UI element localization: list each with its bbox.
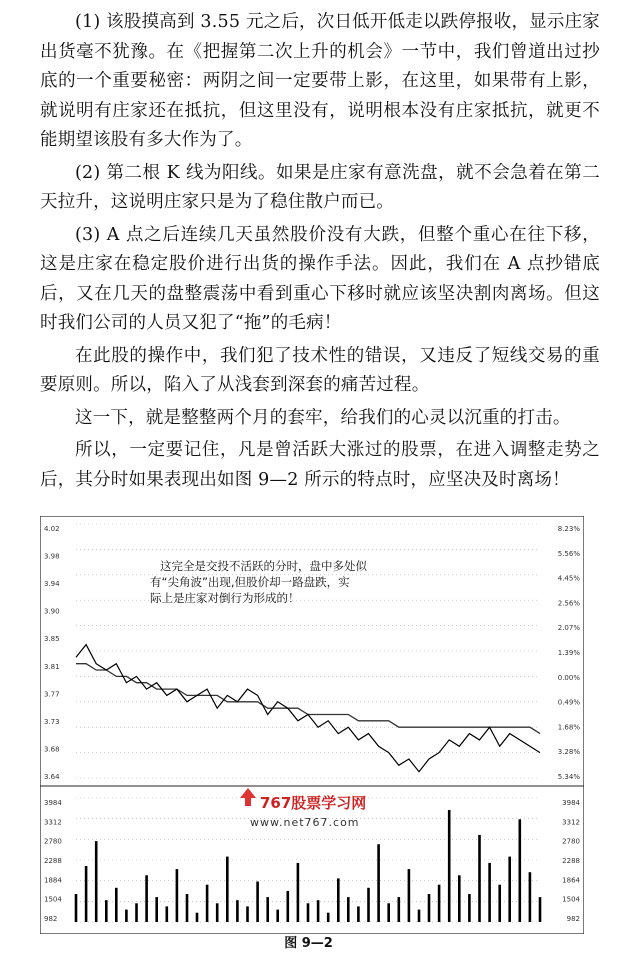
volume-tick-label-right: 1504 (562, 895, 580, 904)
volume-bar (226, 857, 229, 922)
chart-annotation-line-1: 这完全是交投不活跃的分时，盘中多处似 (160, 559, 367, 573)
volume-tick-label-left: 1504 (44, 895, 62, 904)
volume-tick-label-left: 3312 (44, 818, 62, 827)
volume-bar (519, 819, 522, 922)
percent-tick-label: 1.39% (557, 649, 580, 657)
chart-svg (40, 516, 584, 934)
price-tick-label: 3.85 (44, 635, 60, 644)
price-tick-label: 3.77 (44, 690, 60, 699)
volume-bar (166, 906, 169, 922)
volume-bar (135, 903, 138, 922)
volume-bar (337, 878, 340, 922)
price-tick-label: 3.73 (44, 717, 60, 726)
volume-bar (276, 910, 279, 922)
volume-bar (529, 872, 532, 922)
volume-bar (186, 894, 189, 922)
volume-bar (498, 885, 501, 922)
percent-tick-label: 0.49% (557, 698, 580, 707)
chart-annotation-line-2: 有“尖角波”出现,但股价却一路盘跌，实 (150, 575, 350, 589)
volume-bar (367, 888, 370, 922)
chart-annotation-line-3: 际上是庄家对倒行为形成的！ (150, 591, 300, 605)
volume-bar (246, 906, 249, 922)
volume-bar (125, 910, 128, 922)
volume-tick-label-left: 2288 (44, 857, 62, 865)
percent-tick-label: 0.00% (557, 673, 580, 682)
volume-tick-label-right: 982 (566, 915, 580, 923)
volume-bar (357, 906, 360, 922)
percent-tick-label: 5.56% (557, 549, 580, 558)
percent-tick-label: 2.56% (557, 599, 580, 608)
price-tick-label: 3.98 (44, 552, 60, 561)
volume-bar (105, 900, 108, 922)
volume-bar (539, 897, 542, 922)
volume-bar (398, 897, 401, 922)
volume-bar (297, 863, 300, 922)
volume-bar (176, 869, 179, 922)
volume-bar (236, 900, 239, 922)
volume-bar (327, 913, 330, 922)
paragraph-1: (1) 该股摸高到 3.55 元之后，次日低开低走以跌停报收，显示庄家出货毫不犹豫。在《把握第二次上升的机会》一节中，我们曾道出过抄底的一个重要秘密：两阴之间一定要带上影，在这里，如果带有上影，就说明有庄家还在抵抗，但这里没有，说明根本没有庄家抵抗，就更不能期望该股有多大作为了。 (40, 12, 600, 150)
volume-tick-label-left: 982 (44, 915, 58, 923)
figure-caption: 图 9—2 (284, 936, 333, 951)
volume-bar (145, 875, 148, 922)
volume-tick-label-right: 2780 (562, 837, 580, 846)
intraday-chart (40, 516, 584, 934)
price-tick-label: 4.02 (44, 525, 60, 533)
watermark-url: www.net767.com (250, 816, 360, 829)
price-tick-label: 3.81 (44, 662, 60, 671)
volume-bar (95, 841, 98, 922)
volume-bar (196, 913, 199, 922)
volume-tick-label-right: 2288 (562, 857, 580, 865)
volume-bar (317, 900, 320, 922)
price-tick-label: 3.68 (44, 745, 60, 754)
price-tick-label: 3.90 (44, 607, 60, 616)
volume-tick-label-right: 3312 (562, 818, 580, 827)
volume-bar (458, 875, 461, 922)
percent-tick-label: 4.45% (557, 574, 580, 583)
percent-tick-label: 3.28% (557, 748, 580, 757)
paragraph-3: (3) A 点之后连续几天虽然股价没有大跌，但整个重心在往下移，这是庄家在稳定股价进行出货的操作手法。因此，我们在 A 点抄错底后，又在几天的盘整震荡中看到重心下移时就应该坚决割肉离场。但这时我们公司的人员又犯了“拖”的毛病！ (40, 224, 600, 333)
volume-bar (115, 888, 118, 922)
volume-bar (438, 885, 441, 922)
volume-bar (287, 891, 290, 922)
watermark-title: 767股票学习网 (260, 794, 367, 812)
volume-bar (206, 885, 209, 922)
paragraph-4: 在此股的操作中，我们犯了技术性的错误，又违反了短线交易的重要原则。所以，陷入了从浅套到深套的痛苦过程。 (40, 345, 600, 395)
volume-bar (408, 869, 411, 922)
volume-bar (488, 863, 491, 922)
volume-bar (75, 894, 78, 922)
paragraph-2: (2) 第二根 K 线为阳线。如果是庄家有意洗盘，就不会急着在第二天拉升，这说明庄家只是为了稳住散户而已。 (40, 162, 600, 212)
volume-bar (216, 903, 219, 922)
volume-bar (418, 910, 421, 922)
percent-tick-label: 5.34% (557, 773, 580, 781)
volume-tick-label-left: 1884 (44, 876, 62, 885)
volume-bar (428, 894, 431, 922)
volume-tick-label-left: 2780 (44, 837, 62, 846)
volume-tick-label-right: 3984 (562, 799, 580, 807)
volume-tick-label-left: 3984 (44, 799, 62, 807)
price-tick-label: 3.94 (44, 580, 60, 589)
volume-bar (377, 844, 380, 922)
percent-tick-label: 8.23% (557, 525, 580, 533)
volume-bar (85, 866, 88, 922)
volume-tick-label-right: 1864 (562, 876, 580, 885)
volume-bar (256, 882, 259, 923)
volume-bar (387, 903, 390, 922)
paragraph-6: 所以，一定要记住，凡是曾活跃大涨过的股票，在进入调整走势之后，其分时如果表现出如图 9—2 所示的特点时，应坚决及时离场！ (40, 440, 600, 490)
volume-bar (155, 897, 158, 922)
volume-bar (347, 897, 350, 922)
volume-bar (478, 835, 481, 922)
paragraph-5: 这一下，就是整整两个月的套牢，给我们的心灵以沉重的打击。 (75, 407, 571, 428)
percent-tick-label: 1.68% (557, 723, 580, 732)
price-tick-label: 3.64 (44, 773, 60, 781)
percent-tick-label: 2.07% (557, 624, 580, 633)
article-text (40, 8, 600, 498)
volume-bar (266, 897, 269, 922)
volume-bar (508, 857, 511, 922)
volume-bar (307, 903, 310, 922)
volume-bar (468, 894, 471, 922)
volume-bar (448, 810, 451, 922)
